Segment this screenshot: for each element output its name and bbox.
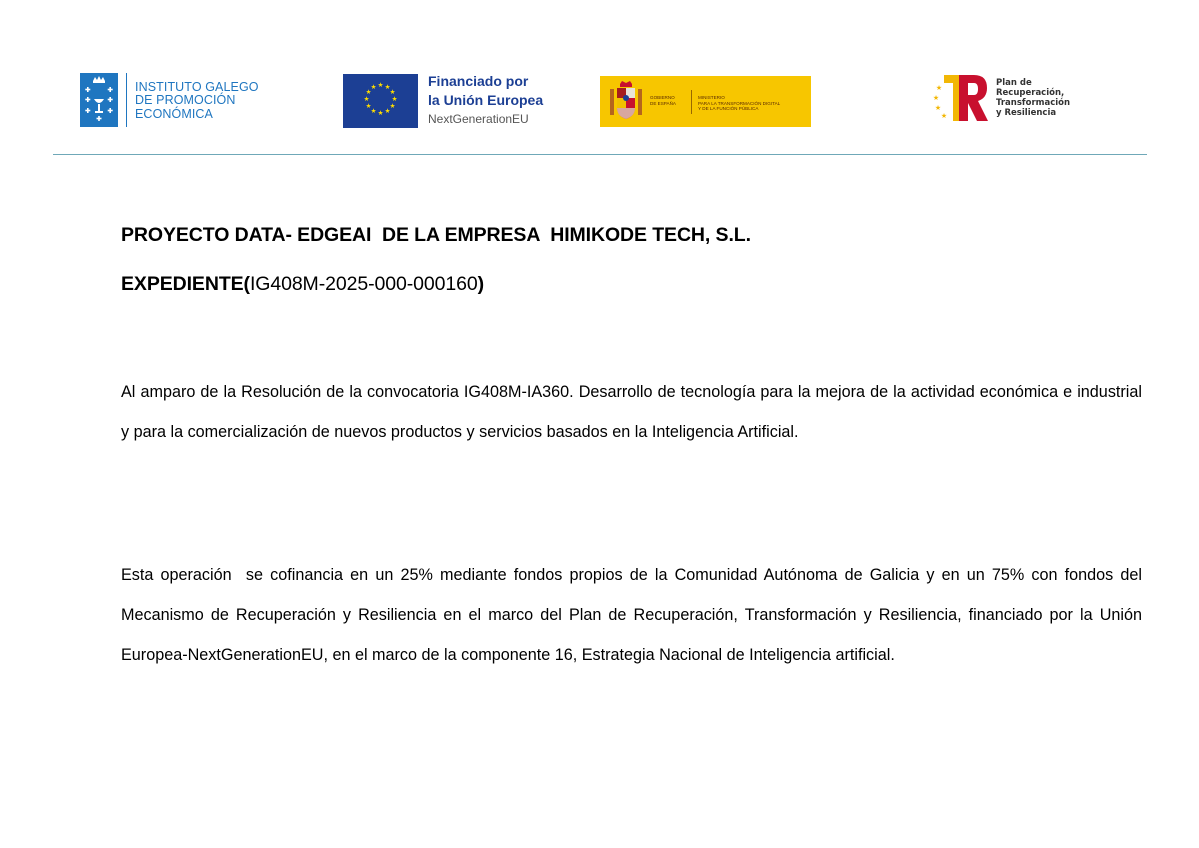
eu-funding-line3: NextGenerationEU [428, 112, 529, 126]
prtr-text-line: Recuperación, [996, 88, 1065, 98]
ministerio-text [698, 95, 780, 112]
expediente-code: IG408M-2025-000-000160 [249, 273, 478, 295]
svg-text:★: ★ [389, 102, 396, 110]
svg-text:★: ★ [370, 107, 377, 115]
igape-logo [80, 72, 259, 128]
svg-text:★: ★ [363, 95, 370, 103]
gobierno-text-line: DE ESPAÑA [650, 100, 676, 106]
igape-name-line: INSTITUTO GALEGO [135, 79, 259, 94]
svg-text:★: ★ [384, 83, 391, 91]
project-title: PROYECTO DATA- EDGEAI DE LA EMPRESA HIMIKODE TECH, S.L. [121, 224, 751, 246]
ministerio-text-line: MINISTERIO [698, 95, 725, 100]
svg-text:★: ★ [377, 81, 384, 89]
spain-coat-of-arms-icon [608, 81, 644, 122]
eu-flag-icon [343, 74, 418, 128]
expediente-close: ) [477, 273, 484, 295]
igape-name-line: DE PROMOCIÓN [135, 93, 236, 108]
gobierno-divider [691, 90, 692, 114]
header-divider [53, 154, 1147, 155]
ministerio-text-line: Y DE LA FUNCIÓN PÚBLICA [698, 106, 759, 111]
prtr-logo [930, 72, 1070, 124]
svg-text:★: ★ [389, 88, 396, 96]
svg-text:★: ★ [940, 112, 948, 120]
gobierno-text-line: GOBIERNO [650, 95, 675, 100]
prtr-text-line: Plan de [996, 78, 1032, 88]
svg-text:★: ★ [391, 95, 398, 103]
prtr-text-line: y Resiliencia [996, 108, 1057, 118]
logo-header [0, 0, 1199, 160]
svg-text:★: ★ [935, 84, 943, 92]
prtr-text-line: Transformación [996, 98, 1071, 108]
eu-funding-line1: Financiado por [428, 73, 529, 89]
eu-funding-logo [343, 72, 543, 128]
igape-emblem-icon [80, 73, 118, 127]
ministerio-text-line: PARA LA TRANSFORMACIÓN DIGITAL [698, 100, 781, 106]
svg-text:★: ★ [377, 109, 384, 117]
eu-funding-line2: la Unión Europea [428, 92, 544, 108]
svg-text:★: ★ [370, 83, 377, 91]
gobierno-espana-logo [600, 76, 811, 127]
svg-text:★: ★ [365, 102, 372, 110]
prtr-text [996, 78, 1070, 118]
svg-text:★: ★ [365, 88, 372, 96]
cofinancing-paragraph: Esta operación se cofinancia en un 25% mediante fondos propios de la Comunidad Autónoma de Galicia y en un 75% con fondos del Mecanismo de Recuperación y Resiliencia en el marco del Plan de Recuperación, Transformación y Resiliencia, financiado por la Unión Europea-NextGenerationEU, en el marco de la componente 16, Estrategia Nacional de Inteligencia artificial. [121, 566, 1147, 664]
gobierno-text [650, 95, 676, 106]
svg-text:★: ★ [934, 104, 942, 112]
eu-funding-text [428, 72, 543, 127]
igape-name [135, 81, 259, 122]
expediente-line [121, 271, 484, 297]
resolution-paragraph: Al amparo de la Resolución de la convocatoria IG408M-IA360. Desarrollo de tecnología para la mejora de la actividad económica e industrial y para la comercialización de nuevos productos y servicios basados en la Inteligencia Artificial. [121, 383, 1147, 441]
igape-divider [126, 73, 127, 127]
svg-text:★: ★ [932, 94, 940, 102]
expediente-label: EXPEDIENTE( [121, 273, 250, 295]
igape-name-line: ECONÓMICA [135, 106, 213, 121]
prtr-tr-icon [930, 73, 990, 123]
svg-text:★: ★ [384, 107, 391, 115]
